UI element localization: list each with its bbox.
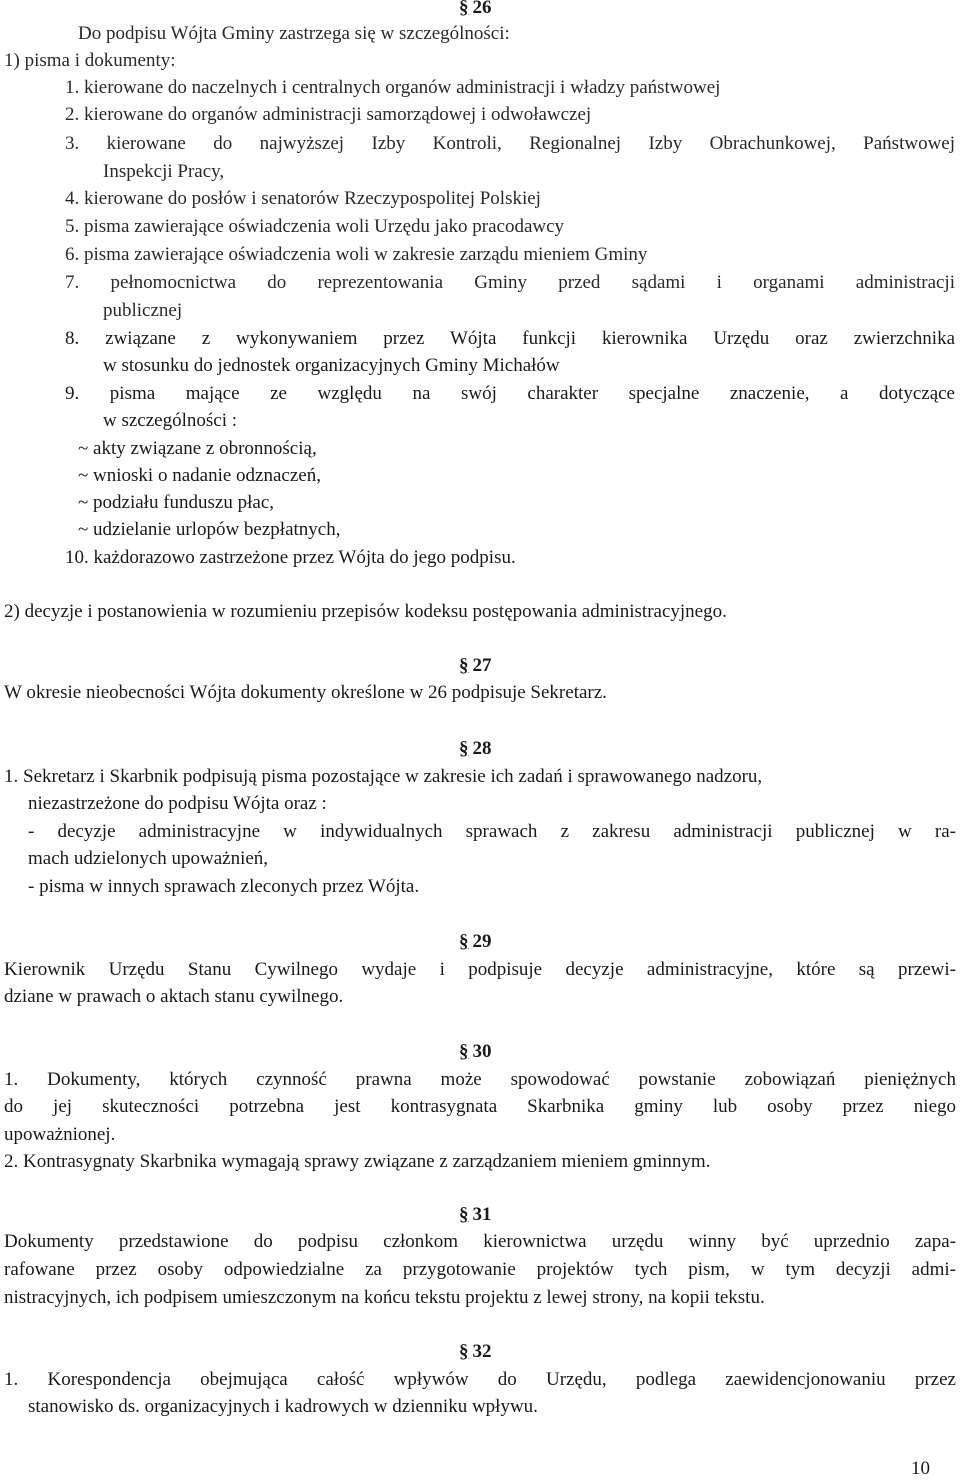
section-31-line-3: nistracyjnych, ich podpisem umieszczonym na końcu tekstu projektu z lewej strony, na kopii tekstu.: [4, 1287, 765, 1308]
list-item-4: 4. kierowane do posłów i senatorów Rzeczypospolitej Polskiej: [65, 188, 541, 209]
sub-item-4: ~ udzielanie urlopów bezpłatnych,: [78, 519, 341, 540]
section-29-line-2: dziane w prawach o aktach stanu cywilnego.: [4, 986, 344, 1007]
page-number: 10: [911, 1458, 930, 1479]
section-26-heading: § 26: [459, 0, 492, 18]
section-29-line-1: Kierownik Urzędu Stanu Cywilnego wydaje i podpisuje decyzje administracyjne, które są przewi-: [4, 959, 956, 980]
section-28-line-4: mach udzielonych upoważnień,: [28, 848, 269, 869]
list-item-7-cont: publicznej: [103, 300, 183, 321]
section-30-line-4: 2. Kontrasygnaty Skarbnika wymagają sprawy związane z zarządzaniem mieniem gminnym.: [4, 1151, 711, 1172]
section-32-line-1: 1. Korespondencja obejmująca całość wpływów do Urzędu, podlega zaewidencjonowaniu przez: [4, 1369, 956, 1390]
sub-item-1: ~ akty związane z obronnością,: [78, 438, 317, 459]
section-32-heading: § 32: [459, 1341, 492, 1362]
list-item-2: 2. kierowane do organów administracji samorządowej i odwoławczej: [65, 104, 592, 125]
section-28-line-1: 1. Sekretarz i Skarbnik podpisują pisma pozostające w zakresie ich zadań i sprawowanego nadzoru,: [4, 766, 763, 787]
list-item-8: 8. związane z wykonywaniem przez Wójta funkcji kierownika Urzędu oraz zwierzchnika: [65, 328, 955, 349]
section-30-heading: § 30: [459, 1041, 492, 1062]
list-item-3: 3. kierowane do najwyższej Izby Kontroli, Regionalnej Izby Obrachunkowej, Państwowej: [65, 133, 955, 154]
section-28-line-5: - pisma w innych sprawach zleconych przez Wójta.: [28, 876, 420, 897]
section-31-line-1: Dokumenty przedstawione do podpisu członkom kierownictwa urzędu winny być uprzednio zapa-: [4, 1231, 956, 1252]
section-29-heading: § 29: [459, 931, 492, 952]
point-1-label: 1) pisma i dokumenty:: [4, 50, 176, 71]
list-item-9: 9. pisma mające ze względu na swój charakter specjalne znaczenie, a dotyczące: [65, 383, 955, 404]
section-28-heading: § 28: [459, 738, 492, 759]
sub-item-3: ~ podziału funduszu płac,: [78, 492, 275, 513]
list-item-8-cont: w stosunku do jednostek organizacyjnych Gminy Michałów: [103, 355, 560, 376]
section-26-intro: Do podpisu Wójta Gminy zastrzega się w szczególności:: [78, 23, 510, 44]
point-2: 2) decyzje i postanowienia w rozumieniu przepisów kodeksu postępowania administracyjnego.: [4, 601, 727, 622]
section-30-line-2: do jej skuteczności potrzebna jest kontrasygnata Skarbnika gminy lub osoby przez niego: [4, 1096, 956, 1117]
section-30-line-3: upoważnionej.: [4, 1124, 116, 1145]
section-27-heading: § 27: [459, 655, 492, 676]
list-item-9-cont: w szczególności :: [103, 410, 238, 431]
section-31-heading: § 31: [459, 1204, 492, 1225]
list-item-6: 6. pisma zawierające oświadczenia woli w zakresie zarządu mieniem Gminy: [65, 244, 648, 265]
section-31-line-2: rafowane przez osoby odpowiedzialne za przygotowanie projektów tych pism, w tym decyzji admi-: [4, 1259, 956, 1280]
section-28-line-2: niezastrzeżone do podpisu Wójta oraz :: [28, 793, 327, 814]
sub-item-2: ~ wnioski o nadanie odznaczeń,: [78, 465, 321, 486]
list-item-5: 5. pisma zawierające oświadczenia woli Urzędu jako pracodawcy: [65, 216, 565, 237]
section-27-text: W okresie nieobecności Wójta dokumenty określone w 26 podpisuje Sekretarz.: [4, 682, 607, 703]
list-item-3-cont: Inspekcji Pracy,: [103, 161, 225, 182]
section-28-line-3: - decyzje administracyjne w indywidualnych sprawach z zakresu administracji publicznej w ra-: [28, 821, 956, 842]
section-32-line-2: stanowisko ds. organizacyjnych i kadrowych w dzienniku wpływu.: [28, 1396, 538, 1417]
list-item-1: 1. kierowane do naczelnych i centralnych organów administracji i władzy państwowej: [65, 77, 721, 98]
section-30-line-1: 1. Dokumenty, których czynność prawna może spowodować powstanie zobowiązań pieniężnych: [4, 1069, 956, 1090]
list-item-7: 7. pełnomocnictwa do reprezentowania Gminy przed sądami i organami administracji: [65, 272, 955, 293]
list-item-10: 10. każdorazowo zastrzeżone przez Wójta do jego podpisu.: [65, 547, 516, 568]
